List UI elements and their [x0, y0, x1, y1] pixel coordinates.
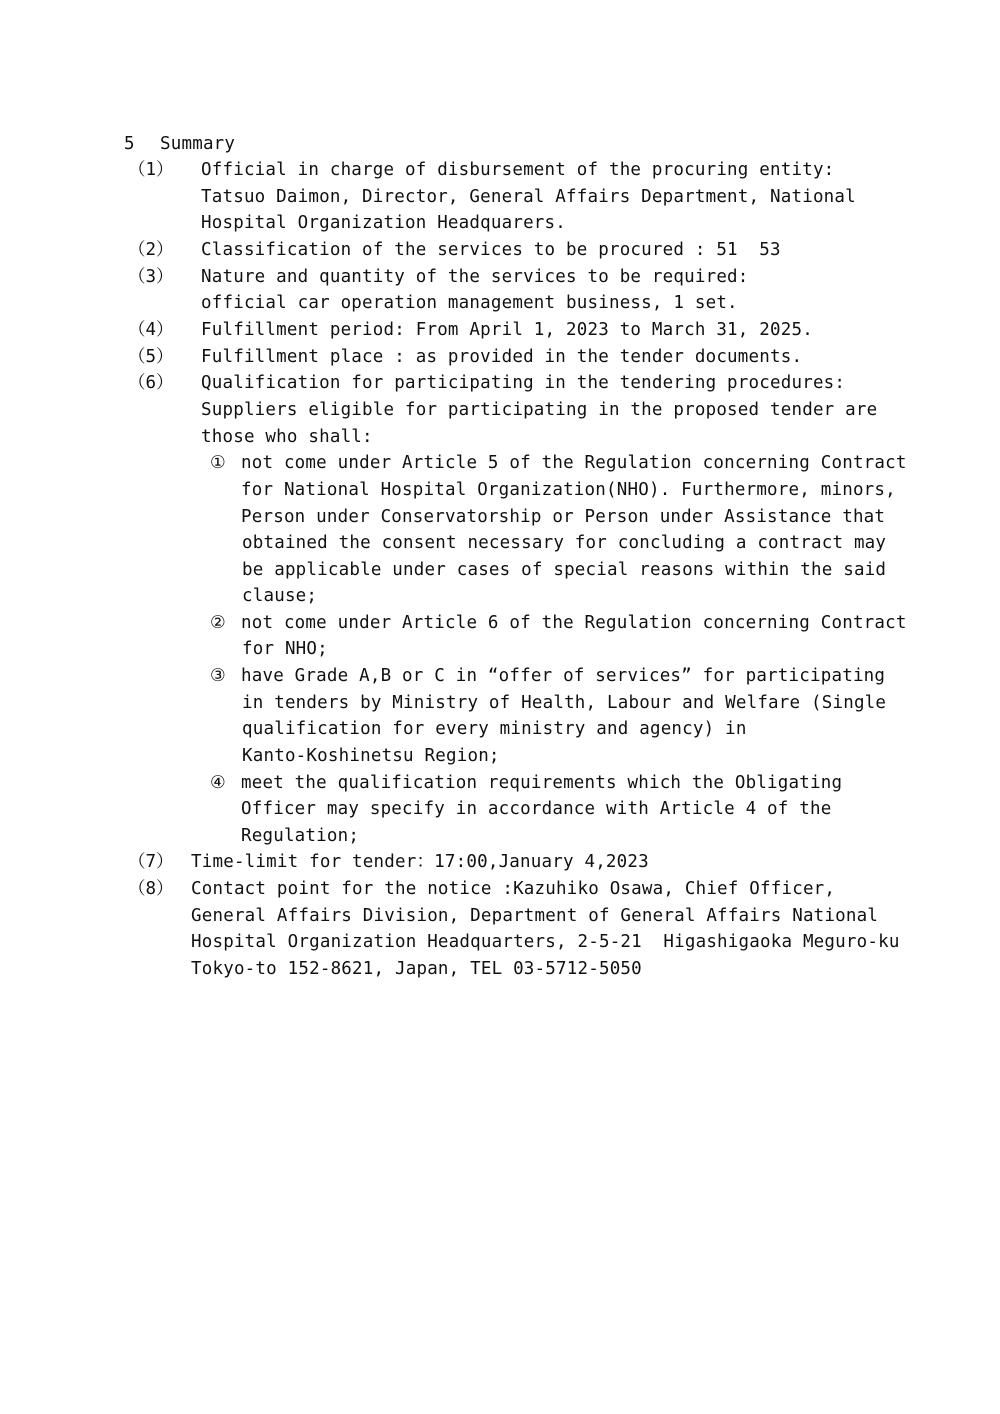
item-number-6: （6）	[128, 373, 174, 393]
subitem-1-line-6: clause;	[242, 586, 318, 606]
item-6-line-2: Suppliers eligible for participating in the proposed tender are	[201, 400, 878, 420]
item-3-line-1: Nature and quantity of the services to be required:	[201, 267, 749, 287]
item-1-line-2: Tatsuo Daimon, Director, General Affairs Department, National	[201, 187, 856, 207]
item-1-line-3: Hospital Organization Headquarers.	[201, 213, 567, 233]
item-8-line-3: Hospital Organization Headquarters, 2-5-21 Higashigaoka Meguro-ku	[191, 932, 900, 952]
subitem-marker-1: ①	[210, 453, 226, 473]
item-number-3: （3）	[128, 267, 174, 287]
subitem-3-line-4: Kanto-Koshinetsu Region;	[242, 746, 500, 766]
item-5-line-1: Fulfillment place : as provided in the tender documents.	[201, 347, 803, 367]
subitem-1-line-4: obtained the consent necessary for concluding a contract may	[242, 533, 887, 553]
subitem-marker-2: ②	[210, 613, 226, 633]
item-number-8: （8）	[128, 879, 174, 899]
subitem-2-line-1: not come under Article 6 of the Regulation concerning Contract	[241, 613, 907, 633]
subitem-1-line-1: not come under Article 5 of the Regulation concerning Contract	[241, 453, 907, 473]
subitem-3-line-2: in tenders by Ministry of Health, Labour and Welfare (Single	[242, 693, 887, 713]
item-2-line-1: Classification of the services to be procured : 51 53	[201, 240, 781, 260]
subitem-3-line-1: have Grade A,B or C in “offer of services” for participating	[241, 666, 886, 686]
item-8-line-4: Tokyo-to 152-8621, Japan, TEL 03-5712-5050	[191, 959, 642, 979]
item-8-line-2: General Affairs Division, Department of General Affairs National	[191, 906, 879, 926]
item-3-line-2: official car operation management business, 1 set.	[201, 293, 738, 313]
subitem-4-line-2: Officer may specify in accordance with Article 4 of the	[241, 799, 832, 819]
section-title: Summary	[160, 134, 236, 154]
item-8-line-1: Contact point for the notice :Kazuhiko Osawa, Chief Officer,	[191, 879, 836, 899]
subitem-3-line-3: qualification for every ministry and agency) in	[242, 719, 747, 739]
item-4-line-1: Fulfillment period: From April 1, 2023 to March 31, 2025.	[201, 320, 813, 340]
subitem-2-line-2: for NHO;	[242, 639, 328, 659]
item-number-5: （5）	[128, 347, 174, 367]
subitem-4-line-3: Regulation;	[241, 826, 360, 846]
subitem-4-line-1: meet the qualification requirements which the Obligating	[241, 773, 843, 793]
item-number-7: （7）	[128, 852, 174, 872]
item-number-2: （2）	[128, 240, 174, 260]
section-number: 5	[124, 134, 135, 154]
item-6-line-3: those who shall:	[201, 427, 373, 447]
item-6-line-1: Qualification for participating in the tendering procedures:	[201, 373, 846, 393]
item-number-1: （1）	[128, 160, 174, 180]
subitem-marker-4: ④	[210, 773, 226, 793]
item-7-line-1: Time-limit for tender：17:00,January 4,2023	[191, 852, 649, 872]
subitem-marker-3: ③	[210, 666, 226, 686]
subitem-1-line-2: for National Hospital Organization(NHO). Furthermore, minors,	[241, 480, 896, 500]
subitem-1-line-3: Person under Conservatorship or Person under Assistance that	[241, 507, 886, 527]
item-number-4: （4）	[128, 320, 174, 340]
item-1-line-1: Official in charge of disbursement of the procuring entity:	[201, 160, 835, 180]
subitem-1-line-5: be applicable under cases of special reasons within the said	[242, 560, 887, 580]
